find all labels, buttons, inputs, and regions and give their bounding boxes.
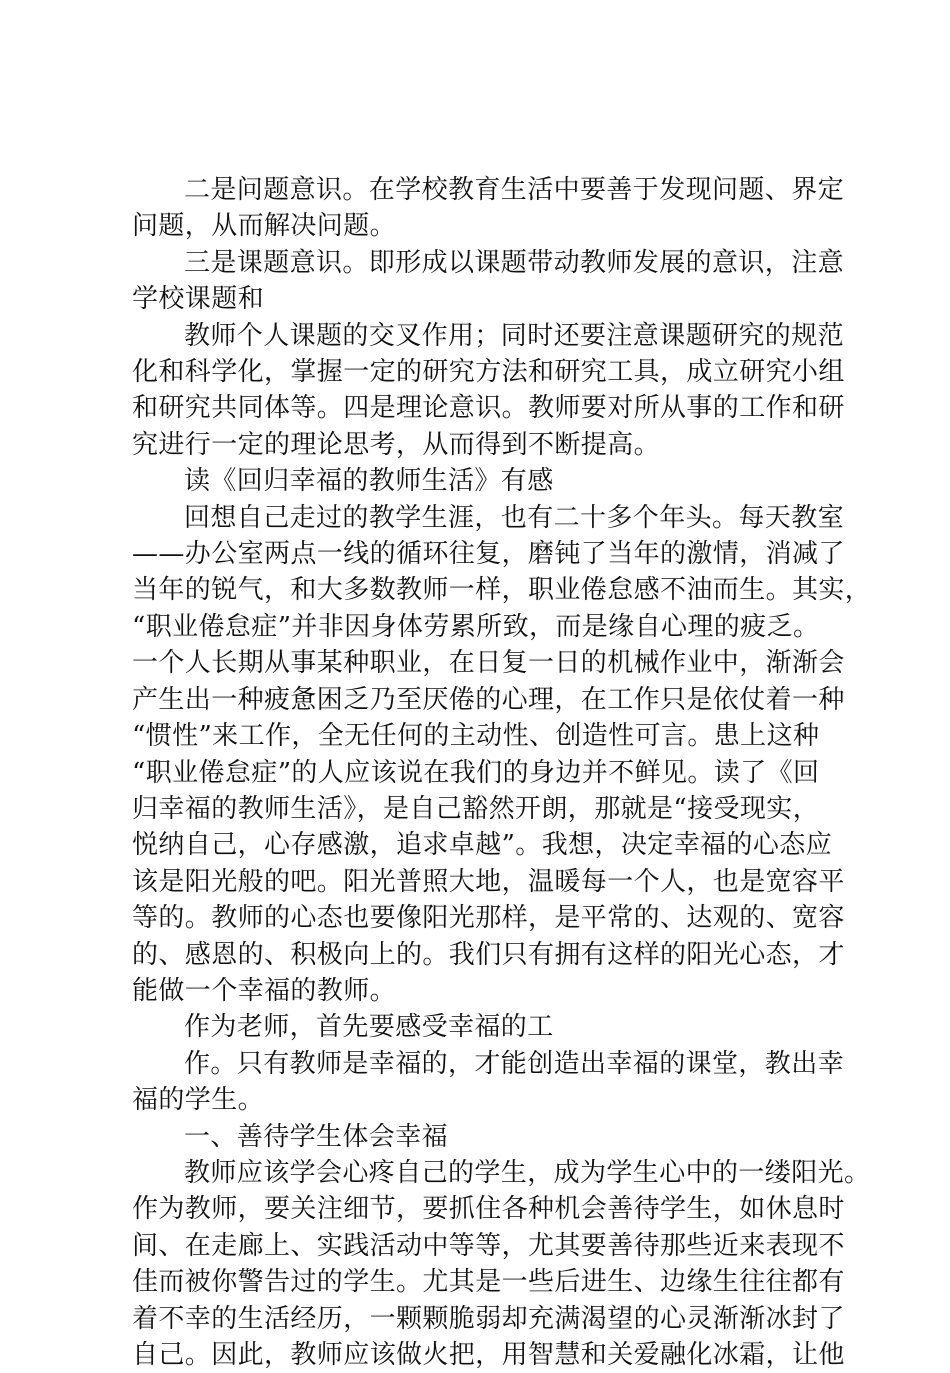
text-line: 教师个人课题的交叉作用；同时还要注意课题研究的规范: [184, 320, 845, 351]
text-line: 二是问题意识。在学校教育生活中要善于发现问题、界定: [184, 175, 845, 205]
text-line: 一个人长期从事某种职业，在日复一日的机械作业中，渐渐会: [132, 648, 845, 679]
text-line: 化和科学化，掌握一定的研究方法和研究工具，成立研究小组: [132, 357, 845, 388]
text-line: 问题，从而解决问题。: [132, 211, 397, 242]
text-line: 一、善待学生体会幸福: [184, 1121, 449, 1152]
text-line: 回想自己走过的教学生涯，也有二十多个年头。每天教室: [184, 502, 845, 533]
text-line: “惯性”来工作，全无任何的主动性、创造性可言。患上这种: [132, 721, 820, 752]
text-line: “职业倦怠症”的人应该说在我们的身边并不鲜见。读了《回: [132, 757, 820, 788]
text-line: 归幸福的教师生活》，是自己豁然开朗，那就是“接受现实，: [132, 793, 820, 824]
document-body: [132, 172, 872, 1373]
text-line: 福的学生。: [132, 1085, 265, 1116]
text-line: 悦纳自己，心存感激，追求卓越”。我想，决定幸福的心态应: [132, 830, 833, 861]
text-line: 自己。因此，教师应该做火把，用智慧和关爱融化冰霜，让他: [132, 1340, 845, 1370]
text-line: 究进行一定的理论思考，从而得到不断提高。: [132, 429, 661, 460]
text-line: 能做一个幸福的教师。: [132, 975, 397, 1006]
text-line: 作为教师，要关注细节，要抓住各种机会善待学生，如休息时: [132, 1194, 845, 1225]
text-line: 当年的锐气，和大多数教师一样，职业倦怠感不油而生。其实，: [132, 575, 872, 606]
text-line: “职业倦怠症”并非因身体劳累所致，而是缘自心理的疲乏。: [132, 611, 820, 642]
text-line: 学校课题和: [132, 284, 265, 315]
text-line: 作。只有教师是幸福的，才能创造出幸福的课堂，教出幸: [184, 1048, 845, 1079]
text-line: 教师应该学会心疼自己的学生，成为学生心中的一缕阳光。: [184, 1157, 871, 1188]
text-line: 该是阳光般的吧。阳光普照大地，温暖每一个人，也是宽容平: [132, 866, 845, 897]
text-line: ——办公室两点一线的循环往复，磨钝了当年的激情，消减了: [132, 539, 845, 570]
text-line: 产生出一种疲惫困乏乃至厌倦的心理，在工作只是依仗着一种: [132, 684, 845, 715]
text-line: 佳而被你警告过的学生。尤其是一些后进生、边缘生往往都有: [132, 1267, 845, 1298]
text-line: 作为老师，首先要感受幸福的工: [184, 1012, 554, 1043]
text-line: 等的。教师的心态也要像阳光那样，是平常的、达观的、宽容: [132, 903, 845, 934]
text-line: 着不幸的生活经历，一颗颗脆弱却充满渴望的心灵渐渐冰封了: [132, 1303, 845, 1334]
text-line: 读《回归幸福的教师生活》有感: [184, 466, 554, 497]
text-line: 间、在走廊上、实践活动中等等，尤其要善待那些近来表现不: [132, 1230, 845, 1261]
text-line: 和研究共同体等。四是理论意识。教师要对所从事的工作和研: [132, 393, 845, 424]
text-line: 的、感恩的、积极向上的。我们只有拥有这样的阳光心态，才: [132, 939, 845, 970]
text-line: 三是课题意识。即形成以课题带动教师发展的意识，注意: [184, 247, 845, 278]
